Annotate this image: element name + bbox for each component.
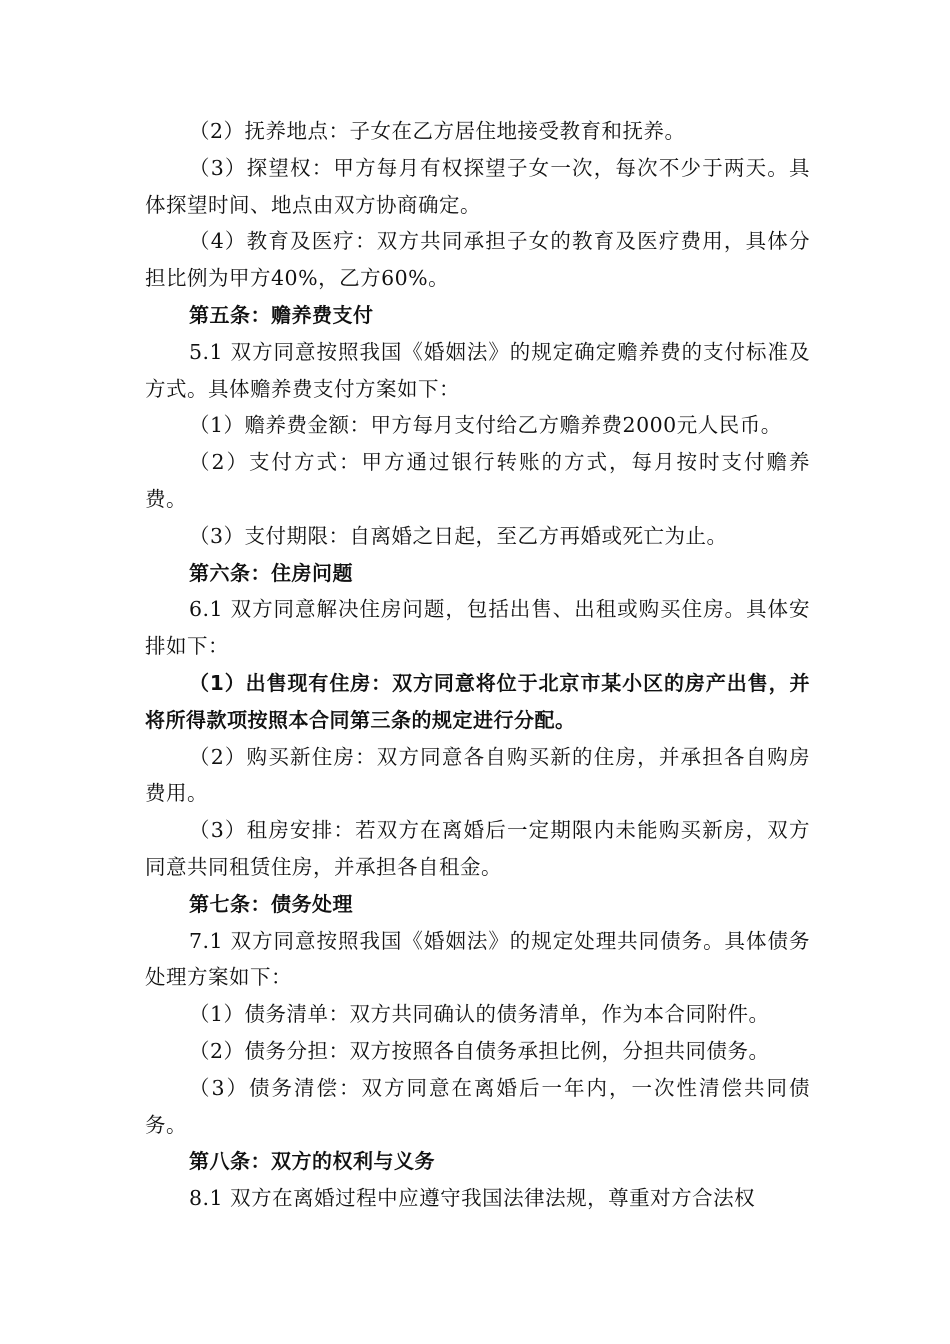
clause-7-item-3: （3）债务清偿：双方同意在离婚后一年内，一次性清偿共同债务。 xyxy=(145,1075,810,1137)
clause-8-1: 8.1 双方在离婚过程中应遵守我国法律法规，尊重对方合法权 xyxy=(189,1186,756,1211)
clause-7-1: 7.1 双方同意按照我国《婚姻法》的规定处理共同债务。具体债务处理方案如下： xyxy=(145,928,810,990)
clause-5-item-1: （1）赡养费金额：甲方每月支付给乙方赡养费2000元人民币。 xyxy=(189,413,782,438)
clause-6-item-1-bold: （1）出售现有住房：双方同意将位于北京市某小区的房产出售，并将所得款项按照本合同第三条的规定进行分配。 xyxy=(145,670,810,732)
clause-7-item-1: （1）债务清单：双方共同确认的债务清单，作为本合同附件。 xyxy=(189,1002,770,1027)
section-heading-5: 第五条：赡养费支付 xyxy=(189,302,374,327)
clause-5-item-2: （2）支付方式：甲方通过银行转账的方式，每月按时支付赡养费。 xyxy=(145,450,810,511)
clause-5-1: 5.1 双方同意按照我国《婚姻法》的规定确定赡养费的支付标准及方式。具体赡养费支付方案如下： xyxy=(145,339,810,401)
section-heading-6: 第六条：住房问题 xyxy=(189,560,353,585)
clause-7-item-2: （2）债务分担：双方按照各自债务承担比例，分担共同债务。 xyxy=(189,1038,770,1063)
clause-6-item-3: （3）租房安排：若双方在离婚后一定期限内未能购买新房，双方同意共同租赁住房，并承担各自租金。 xyxy=(145,818,810,879)
clause-4-item-4: （4）教育及医疗：双方共同承担子女的教育及医疗费用，具体分担比例为甲方40%，乙方60%。 xyxy=(145,229,810,291)
clause-6-item-2: （2）购买新住房：双方同意各自购买新的住房，并承担各自购房费用。 xyxy=(145,744,810,806)
clause-4-item-2: （2）抚养地点：子女在乙方居住地接受教育和抚养。 xyxy=(189,119,686,143)
clause-6-1: 6.1 双方同意解决住房问题，包括出售、出租或购买住房。具体安排如下： xyxy=(145,597,810,659)
document-page xyxy=(145,113,810,1217)
section-heading-8: 第八条：双方的权利与义务 xyxy=(189,1149,435,1174)
clause-4-item-3: （3）探望权：甲方每月有权探望子女一次，每次不少于两天。具体探望时间、地点由双方协商确定。 xyxy=(145,155,810,217)
clause-5-item-3: （3）支付期限：自离婚之日起，至乙方再婚或死亡为止。 xyxy=(189,523,728,548)
section-heading-7: 第七条：债务处理 xyxy=(189,891,353,916)
